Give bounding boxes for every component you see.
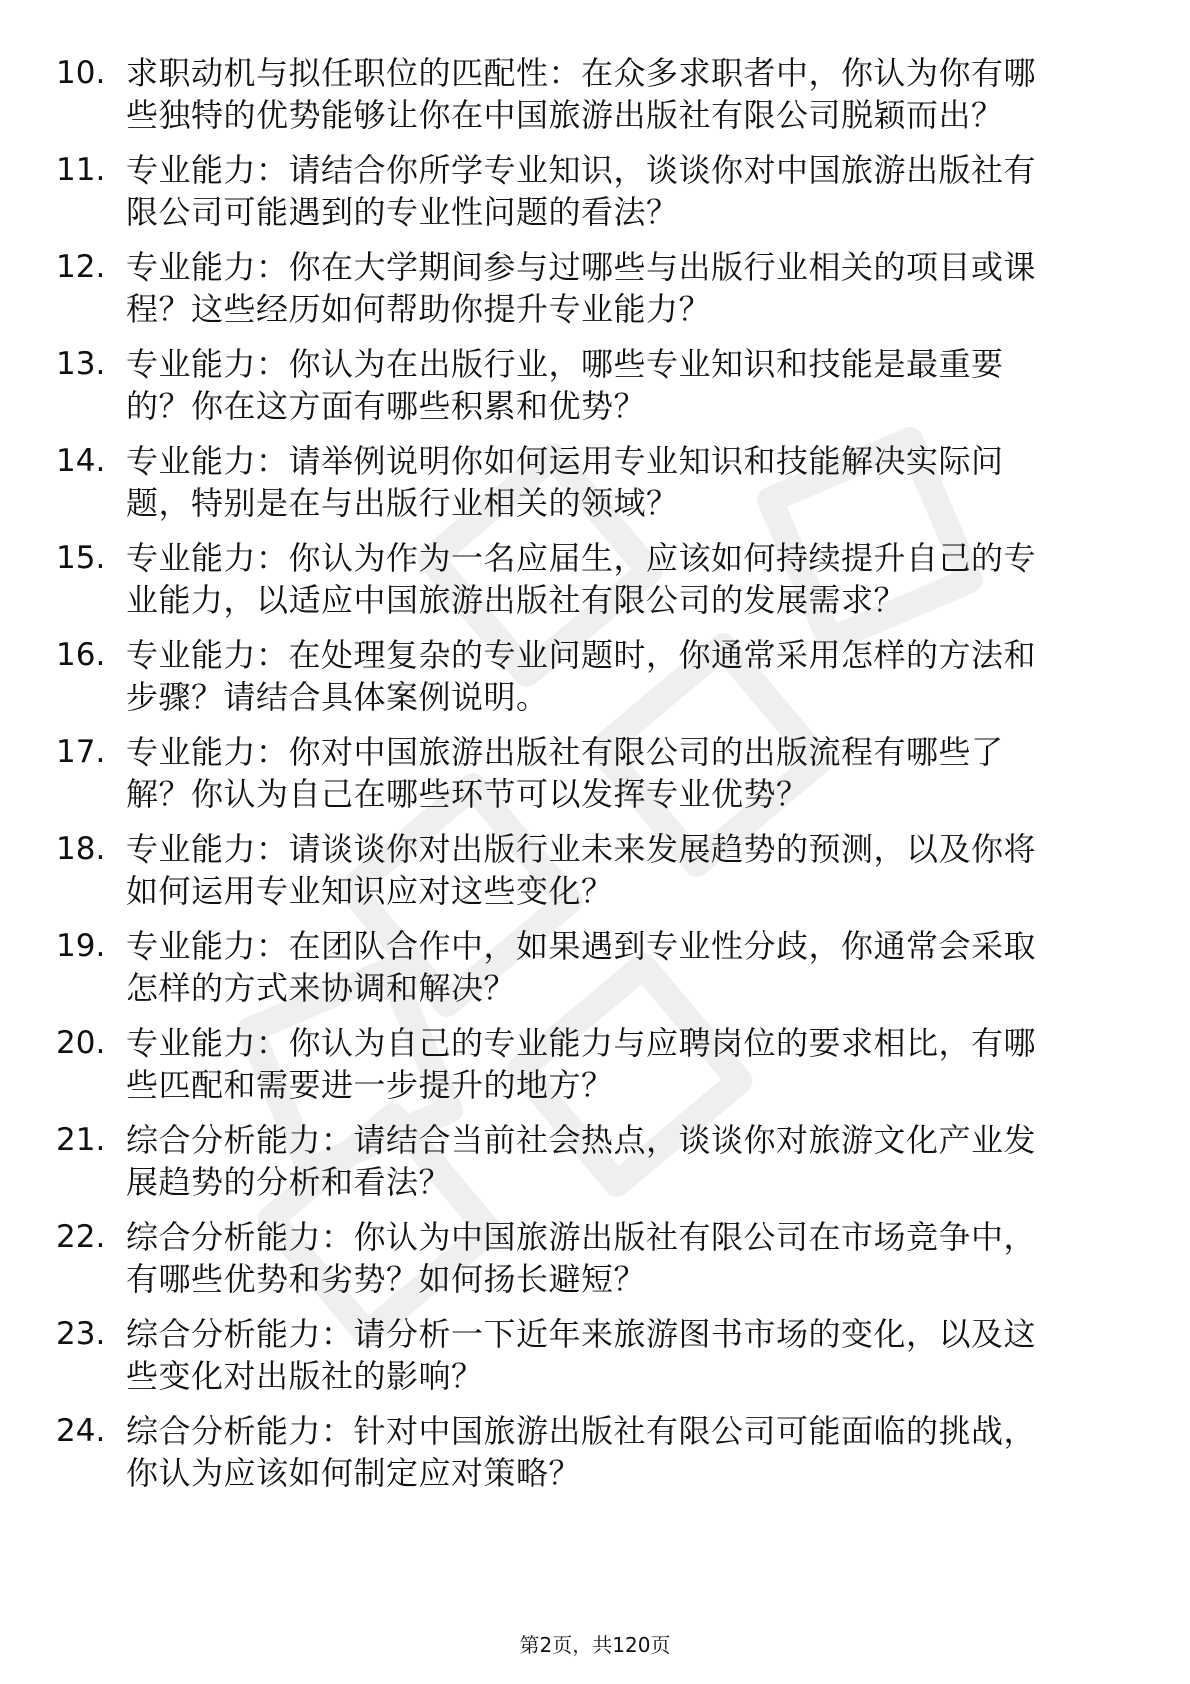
question-number: 20. <box>56 1025 106 1061</box>
question-text <box>126 925 1116 1009</box>
question-number: 19. <box>56 928 106 964</box>
question-line: 求职动机与拟任职位的匹配性：在众多求职者中，你认为你有哪 <box>126 54 1037 92</box>
question-line: 专业能力：你认为在出版行业，哪些专业知识和技能是最重要 <box>126 345 1004 383</box>
question-number: 17. <box>56 734 106 770</box>
question-line: 综合分析能力：针对中国旅游出版社有限公司可能面临的挑战， <box>126 1412 1037 1450</box>
question-line: 综合分析能力：请结合当前社会热点，谈谈你对旅游文化产业发 <box>126 1121 1037 1159</box>
question-text <box>126 1119 1116 1203</box>
list-item <box>0 925 1190 1022</box>
question-line: 专业能力：你对中国旅游出版社有限公司的出版流程有哪些了 <box>126 733 1004 771</box>
question-line: 些变化对出版社的影响？ <box>126 1357 484 1395</box>
list-item <box>0 1216 1190 1313</box>
question-line: 题，特别是在与出版行业相关的领域？ <box>126 484 679 522</box>
question-text <box>126 1313 1116 1397</box>
question-text <box>126 246 1116 330</box>
question-text <box>126 1410 1116 1494</box>
list-item <box>0 537 1190 634</box>
question-number: 21. <box>56 1122 106 1158</box>
question-number: 12. <box>56 249 106 285</box>
question-number: 10. <box>56 55 106 91</box>
question-line: 的？你在这方面有哪些积累和优势？ <box>126 387 647 425</box>
list-item <box>0 246 1190 343</box>
list-item <box>0 1119 1190 1216</box>
list-item <box>0 52 1190 149</box>
question-line: 些独特的优势能够让你在中国旅游出版社有限公司脱颖而出？ <box>126 96 1004 134</box>
question-text <box>126 343 1116 427</box>
list-item <box>0 731 1190 828</box>
page-footer <box>0 1632 1190 1658</box>
question-number: 15. <box>56 540 106 576</box>
list-item <box>0 828 1190 925</box>
question-number: 22. <box>56 1219 106 1255</box>
question-line: 专业能力：你在大学期间参与过哪些与出版行业相关的项目或课 <box>126 248 1037 286</box>
question-number: 16. <box>56 637 106 673</box>
question-line: 专业能力：请结合你所学专业知识，谈谈你对中国旅游出版社有 <box>126 151 1037 189</box>
question-line: 有哪些优势和劣势？如何扬长避短？ <box>126 1260 647 1298</box>
question-line: 专业能力：请谈谈你对出版行业未来发展趋势的预测，以及你将 <box>126 830 1037 868</box>
question-number: 14. <box>56 443 106 479</box>
question-line: 综合分析能力：请分析一下近年来旅游图书市场的变化，以及这 <box>126 1315 1037 1353</box>
list-item <box>0 634 1190 731</box>
question-number: 18. <box>56 831 106 867</box>
question-line: 限公司可能遇到的专业性问题的看法？ <box>126 193 679 231</box>
question-text <box>126 52 1116 136</box>
question-text <box>126 828 1116 912</box>
question-line: 专业能力：在团队合作中，如果遇到专业性分歧，你通常会采取 <box>126 927 1037 965</box>
list-item <box>0 1313 1190 1410</box>
question-line: 专业能力：请举例说明你如何运用专业知识和技能解决实际问 <box>126 442 1004 480</box>
question-text <box>126 440 1116 524</box>
question-number: 23. <box>56 1316 106 1352</box>
question-line: 专业能力：你认为作为一名应届生，应该如何持续提升自己的专 <box>126 539 1037 577</box>
question-line: 步骤？请结合具体案例说明。 <box>126 678 549 716</box>
question-line: 展趋势的分析和看法？ <box>126 1163 452 1201</box>
page-number-label: 第2页，共120页 <box>519 1633 671 1657</box>
question-line: 些匹配和需要进一步提升的地方？ <box>126 1066 614 1104</box>
question-text <box>126 1022 1116 1106</box>
question-line: 怎样的方式来协调和解决？ <box>126 969 517 1007</box>
list-item <box>0 149 1190 246</box>
question-text <box>126 634 1116 718</box>
question-number: 13. <box>56 346 106 382</box>
question-text <box>126 1216 1116 1300</box>
question-number: 24. <box>56 1413 106 1449</box>
question-line: 业能力，以适应中国旅游出版社有限公司的发展需求？ <box>126 581 907 619</box>
list-item <box>0 440 1190 537</box>
question-number: 11. <box>56 152 106 188</box>
question-line: 综合分析能力：你认为中国旅游出版社有限公司在市场竞争中， <box>126 1218 1037 1256</box>
list-item <box>0 1022 1190 1119</box>
list-item <box>0 343 1190 440</box>
list-item <box>0 1410 1190 1507</box>
question-line: 专业能力：在处理复杂的专业问题时，你通常采用怎样的方法和 <box>126 636 1037 674</box>
question-line: 专业能力：你认为自己的专业能力与应聘岗位的要求相比，有哪 <box>126 1024 1037 1062</box>
question-line: 你认为应该如何制定应对策略？ <box>126 1454 582 1492</box>
question-line: 如何运用专业知识应对这些变化？ <box>126 872 614 910</box>
question-list <box>0 52 1190 1507</box>
question-text <box>126 149 1116 233</box>
question-text <box>126 537 1116 621</box>
question-line: 程？这些经历如何帮助你提升专业能力？ <box>126 290 712 328</box>
question-text <box>126 731 1116 815</box>
question-line: 解？你认为自己在哪些环节可以发挥专业优势？ <box>126 775 809 813</box>
